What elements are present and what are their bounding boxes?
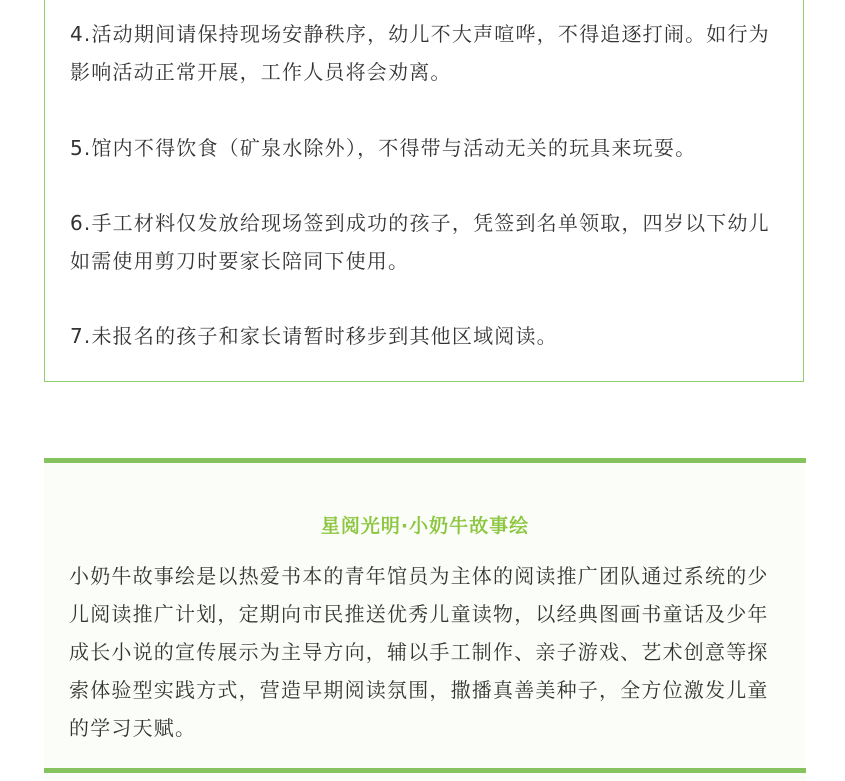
rule-6-line-2: 如需使用剪刀时要家长陪同下使用。 (70, 249, 410, 273)
rule-item-6 (70, 204, 782, 280)
rule-item-5 (70, 129, 782, 167)
rule-4-line-1: 4.活动期间请保持现场安静秩序，幼儿不大声喧哗，不得追逐打闹。如行为 (70, 22, 770, 46)
rule-item-4 (70, 15, 782, 91)
rule-4-line-2: 影响活动正常开展，工作人员将会劝离。 (70, 60, 452, 84)
body-line-5: 的学习天赋。 (69, 716, 197, 740)
body-line-4: 索体验型实践方式，营造早期阅读氛围，撒播真善美种子，全方位激发儿童 (69, 678, 769, 702)
body-line-2: 儿阅读推广计划，定期向市民推送优秀儿童读物，以经典图画书童话及少年 (69, 602, 769, 626)
rule-6-line-1: 6.手工材料仅发放给现场签到成功的孩子，凭签到名单领取，四岁以下幼儿 (70, 211, 770, 235)
section-top-divider (44, 458, 806, 463)
body-line-3: 成长小说的宣传展示为主导方向，辅以手工制作、亲子游戏、艺术创意等探 (69, 640, 769, 664)
rule-5-line-1: 5.馆内不得饮食（矿泉水除外），不得带与活动无关的玩具来玩耍。 (70, 136, 697, 160)
section-body (69, 557, 784, 747)
section-bottom-divider (44, 768, 806, 773)
rules-box (44, 0, 804, 382)
body-line-1: 小奶牛故事绘是以热爱书本的青年馆员为主体的阅读推广团队通过系统的少 (69, 564, 769, 588)
section-title: 星阅光明·小奶牛故事绘 (320, 515, 530, 537)
story-section (44, 458, 806, 781)
rule-7-line-1: 7.未报名的孩子和家长请暂时移步到其他区域阅读。 (70, 324, 558, 348)
rule-item-7 (70, 317, 782, 355)
